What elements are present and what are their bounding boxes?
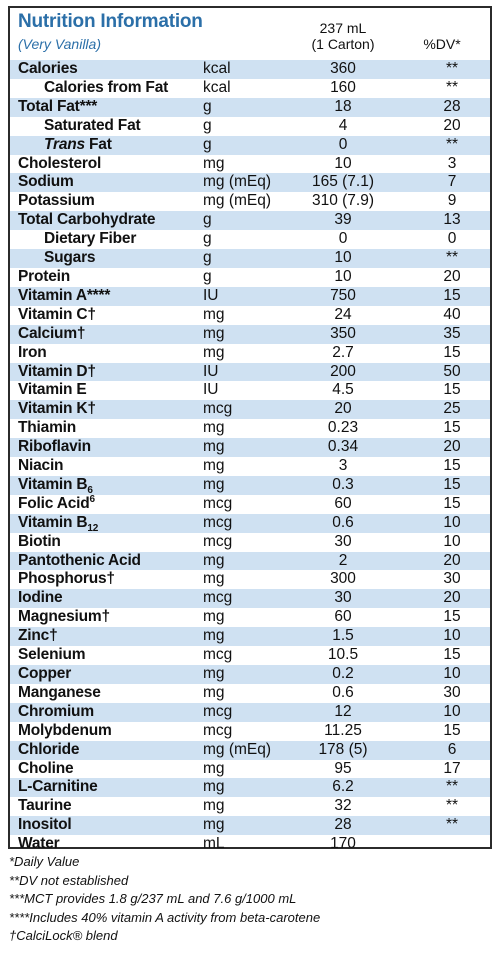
table-row bbox=[10, 306, 490, 325]
nutrient-name bbox=[44, 136, 112, 155]
table-row bbox=[10, 476, 490, 495]
nutrient-name bbox=[18, 400, 96, 419]
nutrient-amount: 28 bbox=[334, 816, 352, 834]
nutrient-unit: mg bbox=[203, 457, 225, 475]
nutrient-dv: 20 bbox=[443, 551, 461, 569]
nutrient-amount: 1.5 bbox=[332, 627, 354, 645]
nutrient-name-text: Iodine bbox=[18, 589, 63, 607]
nutrient-name-text: Calories bbox=[18, 60, 78, 77]
nutrient-name-text: Water bbox=[18, 835, 60, 853]
table-row bbox=[10, 173, 490, 192]
nutrient-name-text: Saturated Fat bbox=[44, 116, 141, 134]
nutrient-dv: 9 bbox=[447, 192, 457, 210]
table-row bbox=[10, 60, 490, 79]
nutrient-unit: mcg bbox=[203, 494, 233, 512]
nutrient-name bbox=[18, 192, 95, 211]
nutrient-amount: 0.23 bbox=[327, 419, 359, 437]
amount-column-header bbox=[278, 20, 408, 52]
nutrient-dv: 13 bbox=[443, 211, 461, 229]
amount-header-line1: 237 mL bbox=[319, 20, 367, 36]
nutrient-unit: IU bbox=[203, 362, 219, 380]
table-row bbox=[10, 570, 490, 589]
nutrient-amount: 4 bbox=[338, 116, 348, 134]
table-row bbox=[10, 419, 490, 438]
nutrient-dv: 10 bbox=[443, 665, 461, 682]
nutrient-unit: mg bbox=[203, 154, 225, 172]
table-row bbox=[10, 79, 490, 98]
nutrient-unit: mg (mEq) bbox=[203, 740, 272, 758]
nutrient-amount: 10.5 bbox=[327, 646, 359, 664]
nutrient-dv: ** bbox=[445, 78, 459, 96]
nutrient-name-text: Molybdenum bbox=[18, 721, 112, 739]
nutrient-unit: mg bbox=[203, 797, 225, 815]
table-row bbox=[10, 438, 490, 457]
nutrient-amount: 60 bbox=[334, 494, 352, 512]
nutrient-unit: mg bbox=[203, 475, 225, 493]
nutrient-amount: 10 bbox=[334, 267, 352, 285]
table-row bbox=[10, 835, 490, 854]
nutrient-dv: 10 bbox=[443, 702, 461, 720]
nutrient-dv: 15 bbox=[443, 475, 461, 493]
nutrient-dv: 20 bbox=[443, 116, 461, 134]
nutrient-dv: 30 bbox=[443, 683, 461, 701]
nutrient-unit: g bbox=[203, 249, 212, 267]
nutrient-name-text: Pantothenic Acid bbox=[18, 551, 141, 569]
nutrient-amount: 24 bbox=[334, 305, 352, 323]
nutrient-amount: 10 bbox=[334, 154, 352, 172]
nutrient-unit: g bbox=[203, 230, 212, 248]
nutrient-unit: mg bbox=[203, 608, 225, 626]
nutrient-name bbox=[18, 835, 60, 854]
nutrient-name-text: Riboflavin bbox=[18, 438, 91, 456]
table-row bbox=[10, 646, 490, 665]
nutrient-amount: 0.34 bbox=[327, 438, 359, 456]
nutrient-amount: 12 bbox=[334, 702, 352, 720]
nutrient-unit: kcal bbox=[203, 78, 231, 96]
nutrient-dv: 15 bbox=[443, 343, 461, 361]
nutrient-subscript: 12 bbox=[87, 522, 99, 534]
nutrient-amount: 32 bbox=[334, 797, 352, 815]
nutrient-amount: 4.5 bbox=[332, 381, 354, 399]
nutrient-unit: mcg bbox=[203, 589, 233, 607]
nutrient-unit: mg bbox=[203, 324, 225, 342]
nutrient-amount: 0.3 bbox=[332, 475, 354, 493]
nutrient-name-text: Protein bbox=[18, 267, 70, 285]
nutrient-dv: 20 bbox=[443, 589, 461, 607]
nutrient-amount: 18 bbox=[334, 97, 352, 115]
nutrient-amount: 95 bbox=[334, 759, 352, 777]
nutrient-dv: 20 bbox=[443, 267, 461, 285]
nutrient-dv: 0 bbox=[447, 230, 457, 248]
nutrient-name bbox=[18, 665, 71, 684]
nutrient-name bbox=[18, 552, 141, 571]
nutrient-unit: g bbox=[203, 211, 212, 229]
nutrient-unit: g bbox=[203, 135, 212, 153]
nutrient-name-text: Vitamin B bbox=[18, 513, 88, 531]
table-row bbox=[10, 363, 490, 382]
nutrient-amount: 3 bbox=[338, 457, 348, 475]
table-row bbox=[10, 514, 490, 533]
nutrient-name bbox=[44, 249, 95, 268]
nutrient-dv: ** bbox=[445, 60, 459, 77]
nutrient-dv: 50 bbox=[443, 362, 461, 380]
nutrient-unit: mg bbox=[203, 570, 225, 588]
table-row bbox=[10, 268, 490, 287]
nutrient-unit: mg bbox=[203, 665, 225, 682]
nutrient-name bbox=[18, 363, 96, 382]
nutrient-amount: 39 bbox=[334, 211, 352, 229]
nutrient-unit: mg bbox=[203, 627, 225, 645]
nutrient-amount: 0.6 bbox=[332, 683, 354, 701]
table-row bbox=[10, 797, 490, 816]
nutrient-dv: 10 bbox=[443, 513, 461, 531]
nutrient-name-text: Sodium bbox=[18, 173, 74, 191]
nutrient-unit: mcg bbox=[203, 400, 233, 418]
nutrient-name bbox=[18, 381, 87, 400]
nutrient-name-text: L-Carnitine bbox=[18, 778, 98, 796]
nutrient-name-text: Vitamin E bbox=[18, 381, 87, 399]
dv-column-header: %DV* bbox=[423, 36, 461, 52]
nutrient-dv: 15 bbox=[443, 494, 461, 512]
nutrient-dv: 15 bbox=[443, 381, 461, 399]
nutrient-name-text: Total Fat*** bbox=[18, 97, 98, 115]
nutrient-unit: mg bbox=[203, 551, 225, 569]
nutrient-amount: 0.6 bbox=[332, 513, 354, 531]
table-row bbox=[10, 608, 490, 627]
table-row bbox=[10, 495, 490, 514]
nutrient-name-text: Calcium† bbox=[18, 324, 86, 342]
nutrient-name-text: Chromium bbox=[18, 702, 94, 720]
nutrient-name-text: Choline bbox=[18, 759, 74, 777]
footnote-line: †CalciLock® blend bbox=[9, 928, 118, 944]
nutrient-name-text: Vitamin B bbox=[18, 475, 88, 493]
nutrient-dv: 15 bbox=[443, 646, 461, 664]
nutrient-name-text: Calories from Fat bbox=[44, 78, 169, 96]
nutrient-name bbox=[18, 646, 85, 665]
nutrient-name bbox=[18, 570, 115, 589]
footnote-line: ***MCT provides 1.8 g/237 mL and 7.6 g/1000 mL bbox=[9, 891, 297, 907]
nutrient-amount: 60 bbox=[334, 608, 352, 626]
nutrient-name-text: Cholesterol bbox=[18, 154, 102, 172]
panel-title: Nutrition Information bbox=[18, 11, 203, 32]
nutrient-name bbox=[18, 797, 71, 816]
footnote-line: ****Includes 40% vitamin A activity from beta-carotene bbox=[9, 909, 321, 925]
table-row bbox=[10, 211, 490, 230]
nutrient-name bbox=[18, 703, 94, 722]
nutrient-dv: ** bbox=[445, 249, 459, 267]
nutrient-name-text: Niacin bbox=[18, 457, 64, 475]
nutrient-name bbox=[18, 760, 73, 779]
nutrient-amount: 750 bbox=[330, 286, 356, 304]
nutrient-superscript: 6 bbox=[89, 493, 95, 505]
nutrient-name bbox=[18, 287, 110, 306]
nutrient-dv: 15 bbox=[443, 608, 461, 626]
nutrient-name-text: Thiamin bbox=[18, 419, 77, 437]
nutrient-unit: g bbox=[203, 116, 212, 134]
nutrient-name-text: Vitamin C† bbox=[18, 305, 96, 323]
nutrient-name bbox=[44, 230, 136, 249]
nutrient-name bbox=[18, 741, 79, 760]
table-row bbox=[10, 552, 490, 571]
nutrient-name-text: Folic Acid bbox=[18, 494, 90, 512]
nutrient-name-text: Vitamin A**** bbox=[18, 286, 111, 304]
table-row bbox=[10, 533, 490, 552]
nutrient-dv: 28 bbox=[443, 97, 461, 115]
nutrient-name bbox=[18, 684, 101, 703]
table-row bbox=[10, 230, 490, 249]
nutrient-amount: 11.25 bbox=[324, 721, 362, 739]
nutrient-unit: mcg bbox=[203, 646, 233, 664]
nutrient-unit: IU bbox=[203, 286, 219, 304]
nutrient-name bbox=[18, 306, 96, 325]
table-row bbox=[10, 684, 490, 703]
nutrient-amount: 200 bbox=[330, 362, 356, 380]
nutrient-name bbox=[18, 419, 76, 438]
nutrient-dv: 15 bbox=[443, 286, 461, 304]
nutrient-unit: mg (mEq) bbox=[203, 192, 272, 210]
nutrient-dv: ** bbox=[445, 135, 459, 153]
nutrient-name-text: Vitamin K† bbox=[18, 400, 96, 418]
nutrient-name bbox=[18, 173, 74, 192]
nutrient-amount: 0 bbox=[338, 230, 348, 248]
table-row bbox=[10, 117, 490, 136]
nutrient-dv: 25 bbox=[443, 400, 461, 418]
table-row bbox=[10, 665, 490, 684]
nutrient-amount: 350 bbox=[330, 324, 356, 342]
nutrient-name bbox=[18, 722, 112, 741]
nutrient-amount: 160 bbox=[330, 78, 356, 96]
nutrient-unit: mg bbox=[203, 419, 225, 437]
nutrient-name bbox=[18, 627, 57, 646]
nutrient-dv: 15 bbox=[443, 721, 461, 739]
table-row bbox=[10, 722, 490, 741]
nutrient-name bbox=[18, 155, 101, 174]
nutrient-dv: 17 bbox=[443, 759, 461, 777]
nutrient-amount: 170 bbox=[330, 835, 356, 853]
nutrient-name-text: Vitamin D† bbox=[18, 362, 96, 380]
nutrient-unit: mcg bbox=[203, 532, 233, 550]
table-row bbox=[10, 589, 490, 608]
nutrient-amount: 2.7 bbox=[332, 343, 354, 361]
nutrient-name bbox=[18, 325, 85, 344]
nutrient-name-text: Biotin bbox=[18, 532, 61, 550]
nutrition-panel bbox=[8, 6, 492, 853]
nutrient-dv: 30 bbox=[443, 570, 461, 588]
footnote-line: **DV not established bbox=[9, 872, 129, 888]
nutrient-dv: 10 bbox=[443, 627, 461, 645]
nutrient-dv: 10 bbox=[443, 532, 461, 550]
nutrient-amount: 6.2 bbox=[332, 778, 354, 796]
table-row bbox=[10, 192, 490, 211]
nutrient-name bbox=[18, 60, 78, 79]
nutrient-amount: 165 (7.1) bbox=[311, 173, 375, 191]
nutrient-name-text: Chloride bbox=[18, 740, 80, 758]
nutrient-name-text: Iron bbox=[18, 343, 47, 361]
nutrient-dv: 40 bbox=[443, 305, 461, 323]
nutrient-amount: 30 bbox=[334, 532, 352, 550]
nutrient-unit: g bbox=[203, 97, 212, 115]
nutrient-unit: mcg bbox=[203, 702, 233, 720]
table-row bbox=[10, 741, 490, 760]
table-row bbox=[10, 287, 490, 306]
nutrient-name bbox=[18, 457, 63, 476]
nutrient-amount: 2 bbox=[338, 551, 348, 569]
nutrient-name-text: Manganese bbox=[18, 683, 101, 701]
table-row bbox=[10, 98, 490, 117]
nutrient-name bbox=[18, 816, 72, 835]
nutrient-unit: mg bbox=[203, 343, 225, 361]
nutrient-amount: 10 bbox=[334, 249, 352, 267]
nutrient-name-text: Copper bbox=[18, 665, 72, 682]
nutrient-amount: 20 bbox=[334, 400, 352, 418]
table-row bbox=[10, 400, 490, 419]
nutrient-unit: mcg bbox=[203, 721, 233, 739]
nutrient-unit: mcg bbox=[203, 513, 233, 531]
nutrient-name-text: Phosphorus† bbox=[18, 570, 115, 588]
table-row bbox=[10, 703, 490, 722]
nutrient-unit: g bbox=[203, 267, 212, 285]
panel-subtitle: (Very Vanilla) bbox=[18, 36, 101, 52]
table-row bbox=[10, 249, 490, 268]
table-row bbox=[10, 760, 490, 779]
nutrient-name bbox=[18, 589, 62, 608]
nutrient-unit: mg (mEq) bbox=[203, 173, 272, 191]
nutrient-name bbox=[18, 608, 110, 627]
nutrient-dv: ** bbox=[445, 797, 459, 815]
nutrient-name bbox=[18, 211, 155, 230]
nutrient-table bbox=[10, 60, 490, 854]
nutrient-unit: mg bbox=[203, 438, 225, 456]
nutrient-unit: mg bbox=[203, 778, 225, 796]
table-row bbox=[10, 778, 490, 797]
nutrient-name bbox=[18, 438, 91, 457]
nutrient-name bbox=[18, 495, 95, 514]
table-row bbox=[10, 457, 490, 476]
nutrient-dv: 20 bbox=[443, 438, 461, 456]
nutrient-name-text: Magnesium† bbox=[18, 608, 110, 626]
nutrient-name bbox=[18, 344, 46, 363]
nutrient-name bbox=[18, 778, 98, 797]
table-row bbox=[10, 325, 490, 344]
nutrient-dv: 6 bbox=[447, 740, 457, 758]
nutrient-unit: kcal bbox=[203, 60, 231, 77]
table-row bbox=[10, 344, 490, 363]
nutrient-amount: 300 bbox=[330, 570, 356, 588]
nutrient-name-text: Selenium bbox=[18, 646, 86, 664]
nutrient-name bbox=[18, 268, 70, 287]
nutrient-dv: 15 bbox=[443, 419, 461, 437]
nutrient-dv: 3 bbox=[447, 154, 457, 172]
nutrient-dv: ** bbox=[445, 816, 459, 834]
table-row bbox=[10, 155, 490, 174]
nutrient-amount: 178 (5) bbox=[318, 740, 368, 758]
nutrient-name-text: Total Carbohydrate bbox=[18, 211, 156, 229]
nutrient-amount: 0.2 bbox=[332, 665, 354, 682]
nutrient-amount: 0 bbox=[338, 135, 348, 153]
nutrient-dv: 35 bbox=[443, 324, 461, 342]
nutrient-unit: mg bbox=[203, 759, 225, 777]
nutrient-unit: mg bbox=[203, 683, 225, 701]
nutrient-name-text: Sugars bbox=[44, 249, 96, 267]
nutrient-name-text: Trans Fat bbox=[44, 135, 112, 153]
nutrient-amount: 30 bbox=[334, 589, 352, 607]
table-row bbox=[10, 136, 490, 155]
nutrient-name-text: Dietary Fiber bbox=[44, 230, 137, 248]
nutrient-amount: 360 bbox=[330, 60, 356, 77]
nutrient-name bbox=[44, 117, 140, 136]
nutrient-name bbox=[18, 98, 97, 117]
nutrient-name-text: Potassium bbox=[18, 192, 95, 210]
footnote-line: *Daily Value bbox=[9, 854, 80, 869]
nutrient-name-text: Taurine bbox=[18, 797, 72, 815]
nutrient-unit: mg bbox=[203, 816, 225, 834]
nutrient-name-text: Zinc† bbox=[18, 627, 58, 645]
nutrient-subscript: 6 bbox=[87, 485, 93, 497]
table-row bbox=[10, 816, 490, 835]
nutrient-name bbox=[18, 533, 61, 552]
nutrient-name-text: Inositol bbox=[18, 816, 72, 834]
table-row bbox=[10, 627, 490, 646]
nutrient-amount: 310 (7.9) bbox=[311, 192, 375, 210]
nutrient-name bbox=[44, 79, 168, 98]
nutrient-dv: 15 bbox=[443, 457, 461, 475]
nutrient-dv: ** bbox=[445, 778, 459, 796]
amount-header-line2: (1 Carton) bbox=[311, 36, 375, 52]
nutrient-unit: mL bbox=[203, 835, 225, 853]
table-row bbox=[10, 381, 490, 400]
nutrient-unit: mg bbox=[203, 305, 225, 323]
footnotes bbox=[9, 853, 489, 946]
nutrient-unit: IU bbox=[203, 381, 219, 399]
nutrient-dv: 7 bbox=[447, 173, 457, 191]
